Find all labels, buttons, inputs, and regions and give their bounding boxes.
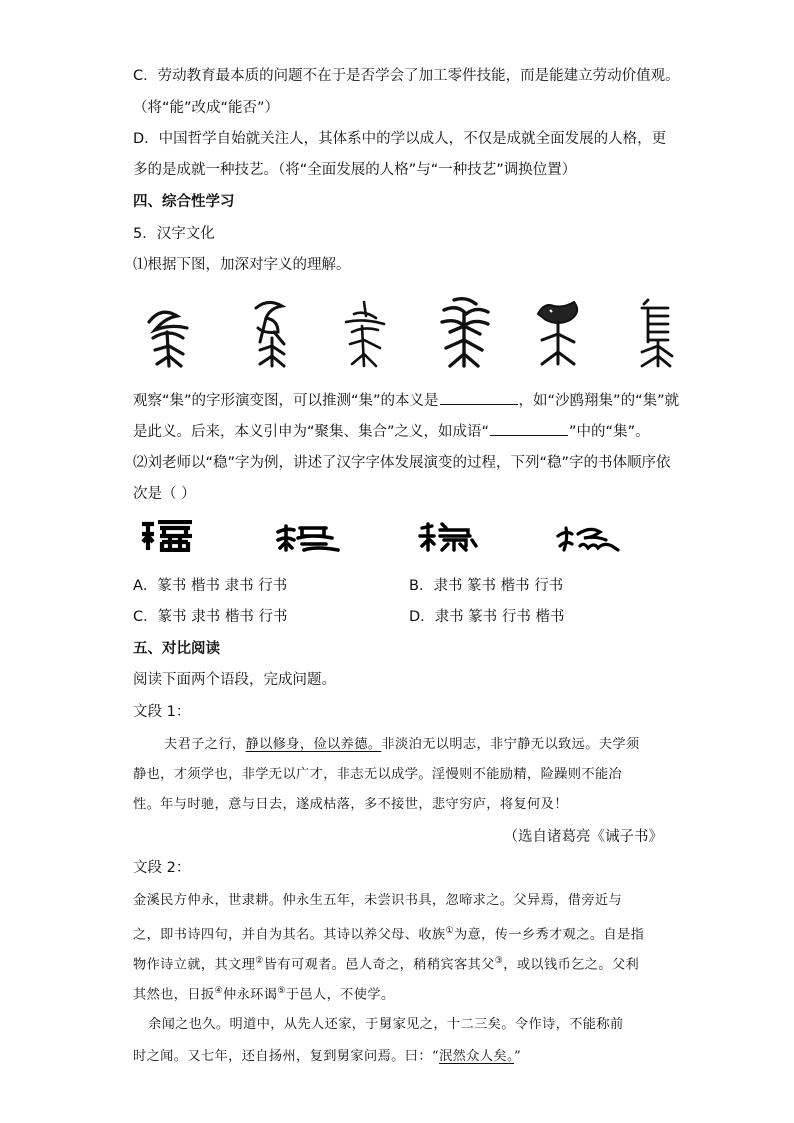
calligraphy-sample-regular [418,522,480,552]
oracle-glyph-4 [436,296,494,368]
passage2-text: 于邑人，不使学。 [285,987,395,1003]
passage2-text: 为意，传一乡秀才观之。自是指 [453,927,645,943]
answer-blank-2[interactable] [490,421,568,436]
oracle-glyph-3 [340,300,390,368]
passage1-text: 非淡泊无以明志，非宁静无以致远。夫学须 [381,737,640,752]
passage2-underlined: 泯然众人矣。 [439,1049,515,1064]
answer-blank-1[interactable] [440,390,518,405]
sub-question-2-line1: ⑵刘老师以“稳”字为例，讲述了汉字字体发展演变的过程，下列“稳”字的书体顺序依 [133,455,671,471]
passage1-line1 [164,735,640,755]
footnote-marker: ② [255,956,264,966]
option-c-line1: C．劳动教育最本质的问题不在于是否学会了加工零件技能，而是能建立劳动价值观。 [133,68,680,84]
sub-question-1: ⑴根据下图，加深对字义的理解。 [133,257,351,273]
passage1-text: 夫君子之行， [164,737,246,752]
option-d-line1: D．中国哲学自始就关注人，其体系中的学以成人，不仅是成就全面发展的人格，更 [133,131,667,147]
calligraphy-sample-seal [140,520,196,552]
oracle-glyph-5 [530,296,586,366]
passage2-text: 物作诗立就，其文理 [133,957,256,973]
observe-text-a: 观察“集”的字形演变图，可以推测“集”的本义是 [133,393,439,409]
observe-text-c: 是此义。后来，本义引申为“聚集、集合”之义，如成语“ [133,424,490,440]
passage2-line4 [133,981,395,1005]
passage2-line6 [133,1047,521,1067]
passage2-line1: 金溪民方仲永，世隶耕。仲永生五年，未尝识书具，忽啼求之。父异焉，借旁近与 [133,893,623,908]
reading-instruction: 阅读下面两个语段，完成问题。 [133,672,336,688]
footnote-marker: ④ [214,986,223,996]
passage2-text: 仲永环谒 [223,987,278,1003]
passage2-text: 皆有可观者。邑人奇之，稍稍宾客其父 [263,957,495,973]
passage2-text: 时之闻。又七年，还自扬州，复到舅家问焉。曰：“ [133,1049,440,1064]
passage2-label: 文段 2： [133,860,191,876]
q5-title: 5．汉字文化 [133,226,215,242]
observe-text-d: ”中的“集”。 [569,424,650,440]
section5-heading: 五、对比阅读 [133,641,220,657]
passage1-underlined: 静以修身，俭以养德。 [245,737,382,752]
sub-question-2-line2: 次是（ ） [133,486,196,502]
passage1-line2: 静也，才须学也，非学无以广才，非志无以成学。淫慢则不能励精，险躁则不能冶 [133,767,623,782]
oracle-glyph-2 [248,298,292,368]
choice-a[interactable]: A．篆书 楷书 隶书 行书 [133,578,288,594]
passage1-line3: 性。年与时驰，意与日去，遂成枯落，多不接世，悲守穷庐，将复何及！ [133,797,568,812]
option-c-line2: （将“能”改成“能否”） [133,100,280,116]
observe-line1 [133,390,679,411]
section4-heading: 四、综合性学习 [133,194,235,210]
choice-b[interactable]: B．隶书 篆书 楷书 行书 [409,578,564,594]
observe-text-b: ，如“沙鸥翔集”的“集”就 [518,393,680,409]
calligraphy-sample-running [556,524,624,552]
oracle-glyph-1 [143,302,193,368]
footnote-marker: ⑤ [277,986,286,996]
footnote-marker: ① [445,926,454,936]
observe-line2 [133,421,650,442]
choice-c[interactable]: C．篆书 隶书 楷书 行书 [133,609,288,625]
passage2-line2 [133,921,644,945]
passage2-text: 之，即书诗四句，并自为其名。其诗以养父母、收族 [133,927,446,943]
calligraphy-sample-clerical [276,524,342,552]
passage2-text: ，或以钱币乞之。父利 [503,957,640,973]
passage1-label: 文段 1： [133,704,191,720]
passage2-text: ” [514,1049,522,1064]
seal-glyph-6 [634,298,674,368]
footnote-marker: ③ [494,956,504,966]
passage2-line5: 余闻之也久。明道中，从先人还家，于舅家见之，十二三矣。令作诗，不能称前 [148,1017,624,1032]
passage2-line3 [133,951,639,975]
passage1-source: （选自诸葛亮《诫子书》 [503,829,663,845]
choice-d[interactable]: D．隶书 篆书 行书 楷书 [409,609,565,625]
passage2-text: 其然也，日扳 [133,987,215,1003]
option-d-line2: 多的是成就一种技艺。（将“全面发展的人格”与“一种技艺”调换位置） [133,162,577,178]
